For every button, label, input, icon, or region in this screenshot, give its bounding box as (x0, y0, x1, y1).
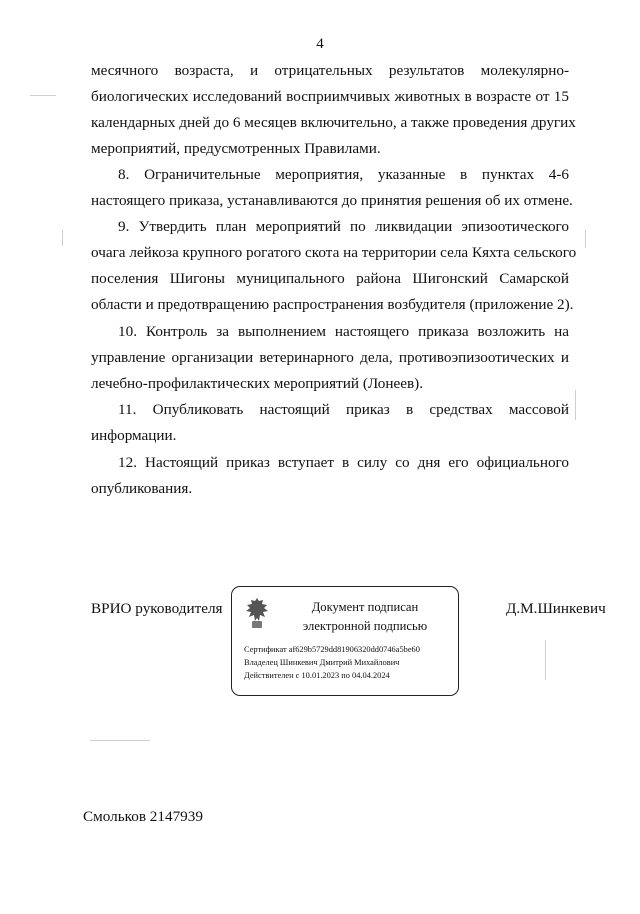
text-line: месячного возраста, и отрицательных результатов молекулярно- (91, 62, 569, 79)
stamp-heading-line1: Документ подписан (311, 600, 419, 614)
stamp-validity: Действителен с 10.01.2023 по 04.04.2024 (244, 671, 390, 680)
text-line: управление организации ветеринарного дела, противоэпизоотических и (91, 349, 569, 366)
text-line: поселения Шигоны муниципального района Шигонский Самарской (91, 270, 569, 287)
paragraph-11-line: 11. Опубликовать настоящий приказ в средствах массовой (118, 401, 569, 418)
text-line: настоящего приказа, устанавливаются до принятия решения об их отмене. (91, 192, 573, 209)
text-line: опубликования. (91, 480, 193, 497)
coat-of-arms-icon (244, 597, 270, 629)
paragraph-12-line: 12. Настоящий приказ вступает в силу со дня его официального (118, 454, 569, 471)
stamp-heading-line2: электронной подписью (302, 619, 428, 633)
signer-title: ВРИО руководителя (91, 600, 223, 617)
text-line: мероприятий, предусмотренных Правилами. (91, 140, 381, 157)
text-line: лечебно-профилактических мероприятий (Лонеев). (91, 375, 424, 392)
paragraph-9-line: 9. Утвердить план мероприятий по ликвидации эпизоотического (118, 218, 569, 235)
text-line: календарных дней до 6 месяцев включительно, а также проведения других (91, 114, 576, 131)
scan-speck (575, 390, 576, 420)
page-number: 4 (316, 36, 324, 52)
scan-speck (62, 230, 63, 246)
paragraph-10-line: 10. Контроль за выполнением настоящего приказа возложить на (118, 323, 569, 340)
scan-speck (545, 640, 546, 680)
scan-speck (90, 740, 150, 741)
scan-speck (30, 95, 56, 96)
text-line: области и предотвращению распространения возбудителя (приложение 2). (91, 296, 574, 313)
executor-note: Смольков 2147939 (83, 808, 203, 825)
electronic-signature-stamp (231, 586, 459, 696)
stamp-owner: Владелец Шинкевич Дмитрий Михайлович (244, 658, 400, 667)
scan-speck (585, 230, 586, 248)
stamp-certificate: Сертификат af629b5729dd81906320dd0746a5be60 (244, 645, 420, 654)
signer-name: Д.М.Шинкевич (506, 600, 606, 617)
text-line: биологических исследований восприимчивых животных в возрасте от 15 (91, 88, 569, 105)
text-line: информации. (91, 427, 177, 444)
text-line: очага лейкоза крупного рогатого скота на территории села Кяхта сельского (91, 244, 577, 261)
paragraph-8-line: 8. Ограничительные мероприятия, указанные в пунктах 4-6 (118, 166, 569, 183)
